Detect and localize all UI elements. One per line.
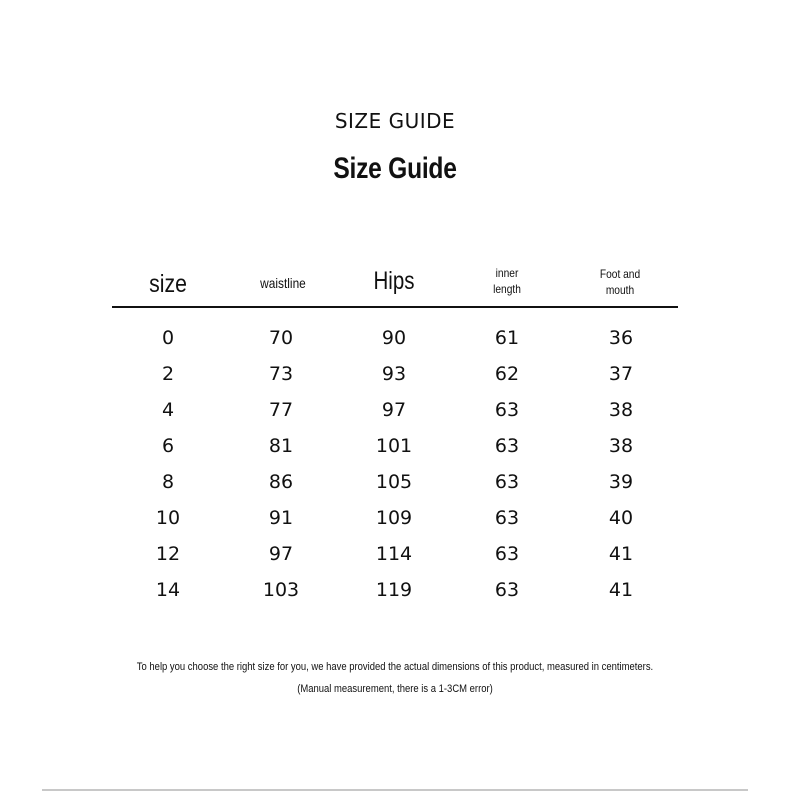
cell-size: 0	[161, 327, 175, 349]
column-header-inner-length-line1: inner	[495, 266, 519, 280]
cell-waistline: 77	[268, 399, 294, 421]
cell-inner-length: 63	[494, 399, 520, 421]
cell-hips: 101	[375, 435, 413, 457]
table-body	[0, 322, 790, 610]
cell-foot-mouth: 38	[608, 435, 634, 457]
cell-foot-mouth: 37	[608, 363, 634, 385]
cell-inner-length: 62	[494, 363, 520, 385]
table-row	[0, 394, 790, 430]
cell-inner-length: 63	[494, 543, 520, 565]
table-row	[0, 358, 790, 394]
size-guide-caps-title: SIZE GUIDE	[334, 109, 456, 133]
table-row	[0, 538, 790, 574]
column-header-foot-mouth-line2: mouth	[605, 283, 635, 297]
cell-waistline: 103	[262, 579, 300, 601]
table-row	[0, 466, 790, 502]
cell-waistline: 97	[268, 543, 294, 565]
measurement-note: To help you choose the right size for you, we have provided the actual dimensions of this product, measured in centimeters.	[136, 661, 654, 673]
size-guide-title: Size Guide	[333, 152, 457, 185]
cell-foot-mouth: 36	[608, 327, 634, 349]
column-header-hips: Hips	[373, 267, 415, 295]
cell-hips: 109	[375, 507, 413, 529]
table-row	[0, 502, 790, 538]
cell-waistline: 70	[268, 327, 294, 349]
bottom-divider	[42, 789, 748, 791]
table-row	[0, 322, 790, 358]
cell-size: 2	[161, 363, 175, 385]
column-header-waistline: waistline	[260, 275, 306, 291]
cell-foot-mouth: 41	[608, 543, 634, 565]
cell-hips: 93	[381, 363, 407, 385]
cell-foot-mouth: 40	[608, 507, 634, 529]
cell-inner-length: 63	[494, 507, 520, 529]
cell-hips: 119	[375, 579, 413, 601]
cell-foot-mouth: 41	[608, 579, 634, 601]
cell-size: 6	[161, 435, 175, 457]
column-header-inner-length	[465, 265, 550, 297]
cell-waistline: 73	[268, 363, 294, 385]
cell-size: 12	[155, 543, 181, 565]
header-divider	[112, 306, 678, 308]
column-header-size: size	[149, 270, 187, 298]
cell-size: 4	[161, 399, 175, 421]
cell-hips: 97	[381, 399, 407, 421]
table-row	[0, 574, 790, 610]
cell-inner-length: 63	[494, 579, 520, 601]
cell-waistline: 81	[268, 435, 294, 457]
cell-size: 14	[155, 579, 181, 601]
cell-hips: 90	[381, 327, 407, 349]
cell-size: 10	[155, 507, 181, 529]
column-header-foot-mouth-line1: Foot and	[599, 267, 641, 281]
cell-hips: 105	[375, 471, 413, 493]
cell-foot-mouth: 39	[608, 471, 634, 493]
cell-size: 8	[161, 471, 175, 493]
column-header-foot-mouth	[578, 266, 663, 298]
cell-inner-length: 63	[494, 471, 520, 493]
cell-inner-length: 63	[494, 435, 520, 457]
column-header-inner-length-line2: length	[493, 282, 521, 296]
table-row	[0, 430, 790, 466]
measurement-error-note: (Manual measurement, there is a 1-3CM error)	[297, 683, 493, 695]
cell-hips: 114	[375, 543, 413, 565]
cell-waistline: 86	[268, 471, 294, 493]
cell-foot-mouth: 38	[608, 399, 634, 421]
cell-inner-length: 61	[494, 327, 520, 349]
cell-waistline: 91	[268, 507, 294, 529]
